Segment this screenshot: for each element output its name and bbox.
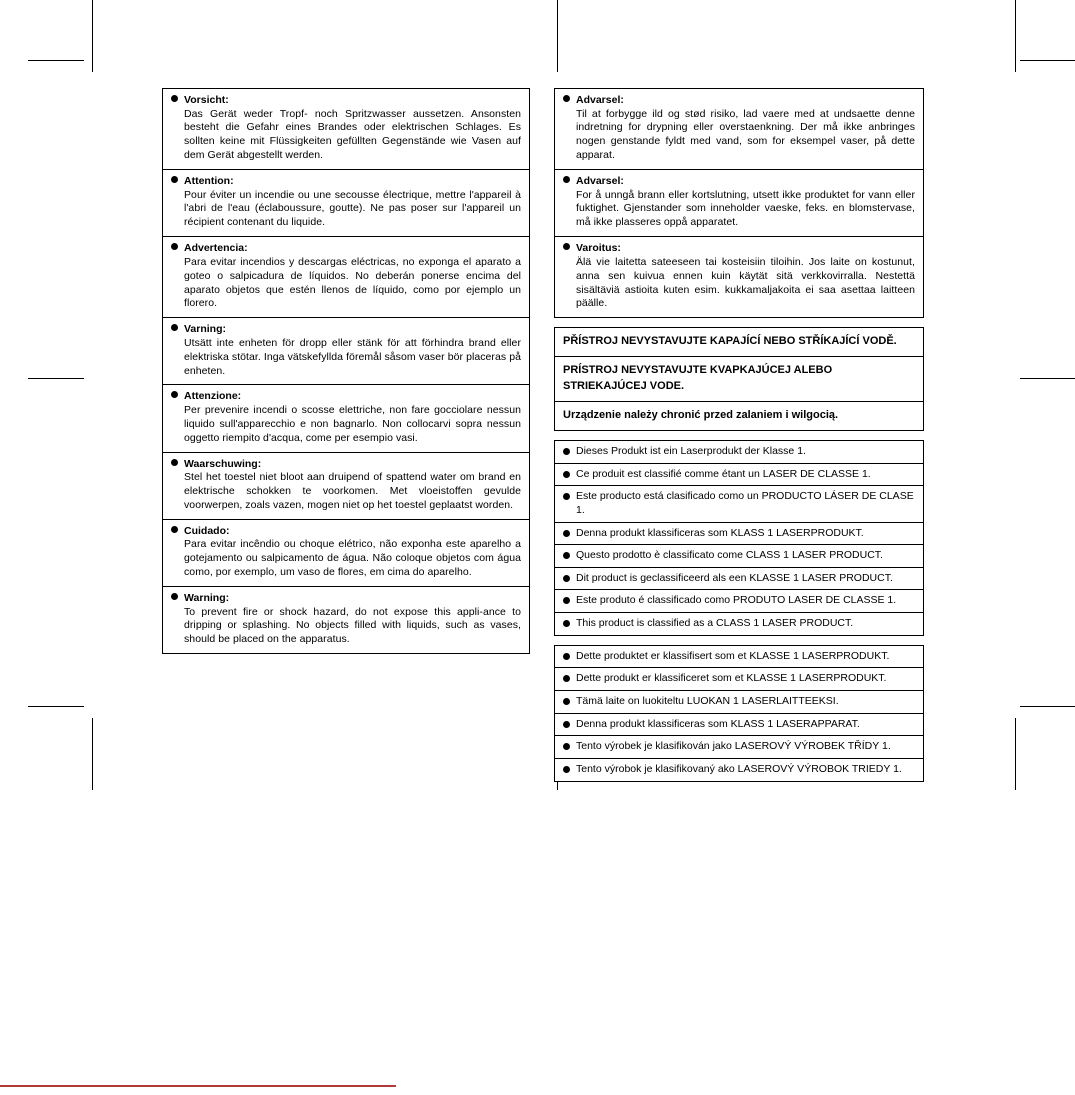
warning-body: Per prevenire incendi o scosse elettriche, non fare gocciolare nessun liquido sull'apparecchio e non bagnarlo. Non collocarvi sopra nessun oggetto riempito d'acqua, come per esempio vasi. — [184, 404, 521, 444]
crop-mark-left-bottom-horizontal — [28, 706, 84, 707]
warning-heading-row — [171, 458, 521, 471]
bullet-icon — [563, 95, 570, 102]
water-warnings-box-left — [162, 88, 530, 654]
water-warnings-box-right — [554, 88, 924, 318]
bullet-icon — [563, 766, 570, 773]
warning-heading-row — [171, 242, 521, 255]
crop-mark-right-bottom-horizontal — [1020, 706, 1075, 707]
laser-class-row — [555, 736, 923, 759]
warning-body: Para evitar incendios y descargas eléctricas, no exponga el aparato a goteo o salpicadura de líquidos. No deberán ponerse encima del aparato objetos que estén llenos de líquido, como por ejemplo un florero. — [184, 255, 521, 310]
bullet-icon — [563, 471, 570, 478]
warning-heading: Varning: — [184, 323, 227, 336]
warning-item — [163, 237, 529, 318]
warning-item — [163, 170, 529, 237]
bullet-icon — [563, 721, 570, 728]
laser-class-row — [555, 486, 923, 522]
warning-heading-row — [171, 525, 521, 538]
statement-row: Urządzenie należy chronić przed zalaniem i wilgocią. — [563, 409, 839, 422]
warning-heading-row — [171, 323, 521, 336]
warning-heading: Warning: — [184, 591, 230, 604]
warning-heading: Attention: — [184, 175, 234, 188]
warning-item — [163, 385, 529, 452]
crop-mark-bottom-left-vertical — [92, 718, 93, 790]
bullet-icon — [563, 743, 570, 750]
statement-row: PŘÍSTROJ NEVYSTAVUJTE KAPAJÍCÍ NEBO STŘÍKAJÍCÍ VODĚ. — [555, 328, 923, 357]
laser-class-text: Ce produit est classifié comme étant un LASER DE CLASSE 1. — [576, 467, 871, 480]
bullet-icon — [563, 493, 570, 500]
laser-class-row — [555, 613, 923, 635]
bullet-icon — [563, 653, 570, 660]
laser-class-row — [555, 568, 923, 591]
bullet-icon — [171, 176, 178, 183]
warning-heading: Cuidado: — [184, 524, 230, 537]
warning-item — [163, 89, 529, 170]
right-column — [554, 88, 924, 782]
laser-class-text: Denna produkt klassificeras som KLASS 1 LASERPRODUKT. — [576, 526, 864, 539]
warning-body: Para evitar incêndio ou choque elétrico, não exponha este aparelho a gotejamento ou salpicamento de água. Não coloque objetos com água como, por exemplo, um vaso de flores, em cima do aparelho. — [184, 538, 521, 579]
warning-heading: Advertencia: — [184, 242, 248, 255]
laser-class-row — [555, 523, 923, 546]
bullet-icon — [563, 552, 570, 559]
warning-body: Das Gerät weder Tropf- noch Spritzwasser aussetzen. Ansonsten besteht die Gefahr eines Brandes oder elektrischen Schlages. Es sollten keine mit Flüssigkeiten gefüllten Gegenstände wie Vasen auf dem Gerät abgestellt werden. — [184, 107, 521, 162]
bullet-icon — [563, 597, 570, 604]
warning-heading-row — [171, 175, 521, 188]
laser-class-row — [555, 441, 923, 464]
laser-class-row — [555, 545, 923, 568]
warning-heading: Varoitus: — [576, 242, 621, 255]
laser-class-row — [555, 590, 923, 613]
bullet-icon — [171, 391, 178, 398]
crop-mark-right-middle-horizontal — [1020, 378, 1075, 379]
warning-body: Pour éviter un incendie ou une secousse électrique, mettre l'appareil à l'abri de l'eau (éclaboussure, goutte). Ne pas poser sur l'appareil un récipient contenant du liquide. — [184, 188, 521, 229]
bullet-icon — [563, 448, 570, 455]
laser-class-text: Questo prodotto è classificato come CLASS 1 LASER PRODUCT. — [576, 549, 883, 562]
crop-mark-left-middle-horizontal — [28, 378, 84, 379]
bullet-icon — [171, 324, 178, 331]
bullet-icon — [563, 620, 570, 627]
laser-class-row — [555, 714, 923, 737]
crop-mark-right-top-horizontal — [1020, 60, 1075, 61]
bullet-icon — [563, 243, 570, 250]
warning-heading-row — [563, 242, 915, 255]
statement-row: PRÍSTROJ NEVYSTAVUJTE KVAPKAJÚCEJ ALEBO STRIEKAJÚCEJ VODE. — [555, 357, 923, 402]
bullet-icon — [171, 593, 178, 600]
laser-class-box-2 — [554, 645, 924, 782]
crop-mark-top-center-vertical — [557, 0, 558, 72]
laser-class-row — [555, 691, 923, 714]
statements-box — [554, 327, 924, 431]
warning-item — [163, 520, 529, 587]
laser-class-text: Este produto é classificado como PRODUTO LASER DE CLASSE 1. — [576, 594, 897, 607]
laser-class-text: Este producto está clasificado como un PRODUCTO LÁSER DE CLASE 1. — [576, 490, 914, 516]
warning-item — [163, 318, 529, 385]
warning-body: Til at forbygge ild og stød risiko, lad vaere med at undsaette denne indretning for drypning eller overstaenkning. Der må ikke anbringes nogen genstande fyldt med vand, som for eksempel vaser, på dette apparat. — [576, 107, 915, 162]
laser-class-row — [555, 646, 923, 669]
laser-class-text: Dit product is geclassificeerd als een KLASSE 1 LASER PRODUCT. — [576, 571, 893, 584]
warning-heading-row — [563, 94, 915, 107]
laser-class-box-1 — [554, 440, 924, 636]
bullet-icon — [171, 526, 178, 533]
crop-mark-left-top-horizontal — [28, 60, 84, 61]
bullet-icon — [171, 95, 178, 102]
page-bottom-rule — [0, 1085, 396, 1087]
laser-class-text: Dieses Produkt ist ein Laserprodukt der Klasse 1. — [576, 444, 806, 457]
warning-item — [555, 170, 923, 237]
warning-heading: Waarschuwing: — [184, 457, 262, 470]
warning-item — [555, 237, 923, 317]
warning-heading: Advarsel: — [576, 175, 624, 188]
bullet-icon — [563, 575, 570, 582]
bullet-icon — [563, 675, 570, 682]
warning-item — [555, 89, 923, 170]
warning-body: Stel het toestel niet bloot aan druipend of spattend water om brand en elektrische schokken te voorkomen. Met vloeistoffen gevulde voorwerpen, zoals vazen, mogen niet op het toestel geplaatst worden. — [184, 471, 521, 511]
crop-mark-bottom-right-vertical — [1015, 718, 1016, 790]
warning-item — [163, 453, 529, 520]
laser-class-row — [555, 759, 923, 781]
warning-heading: Vorsicht: — [184, 94, 229, 106]
laser-class-text: Denna produkt klassificeras som KLASS 1 LASERAPPARAT. — [576, 717, 860, 730]
warning-body: Älä vie laitetta sateeseen tai kosteisiin tiloihin. Jos laite on kostunut, anna sen kuivua ennen kuin käytät sitä verkkovirralla. Nestettä sisältäviä astioita kuten esim. kukkamaljakoita ei saa asettaa laitteen päälle. — [576, 255, 915, 310]
left-column — [162, 88, 530, 654]
warning-heading: Attenzione: — [184, 390, 242, 403]
warning-body: For å unngå brann eller kortslutning, utsett ikke produktet for vann eller fuktighet. Gjenstander som inneholder vaeske, feks. en blomstervase, må ikke plasseres oppå apparatet. — [576, 188, 915, 229]
laser-class-text: Tämä laite on luokiteltu LUOKAN 1 LASERLAITTEEKSI. — [576, 695, 839, 708]
laser-class-text: Dette produkt er klassificeret som et KLASSE 1 LASERPRODUKT. — [576, 672, 887, 685]
warning-heading: Advarsel: — [576, 94, 624, 106]
laser-class-text: This product is classified as a CLASS 1 LASER PRODUCT. — [576, 617, 854, 630]
warning-body: Utsätt inte enheten för dropp eller stänk för att förhindra brand eller elektriska stötar. Inga vätskefyllda föremål såsom vaser bör placeras på enheten. — [184, 336, 521, 377]
laser-class-text: Tento výrobok je klasifikovaný ako LASEROVÝ VÝROBOK TRIEDY 1. — [576, 762, 902, 775]
warning-body: To prevent fire or shock hazard, do not expose this appli-ance to dripping or splashing. No objects filled with liquids, such as vases, should be placed on the apparatus. — [184, 605, 521, 646]
laser-class-text: Dette produktet er klassifisert som et KLASSE 1 LASERPRODUKT. — [576, 649, 890, 662]
warning-heading-row — [563, 175, 915, 188]
warning-heading-row — [171, 592, 521, 605]
warning-heading-row — [171, 94, 521, 107]
laser-class-row — [555, 464, 923, 487]
laser-class-text: Tento výrobek je klasifikován jako LASEROVÝ VÝROBEK TŘÍDY 1. — [576, 740, 891, 753]
warning-heading-row — [171, 390, 521, 403]
crop-mark-top-left-vertical — [92, 0, 93, 72]
bullet-icon — [563, 176, 570, 183]
bullet-icon — [563, 530, 570, 537]
bullet-icon — [563, 698, 570, 705]
bullet-icon — [171, 459, 178, 466]
warning-item — [163, 587, 529, 653]
bullet-icon — [171, 243, 178, 250]
laser-class-row — [555, 668, 923, 691]
crop-mark-top-right-vertical — [1015, 0, 1016, 72]
